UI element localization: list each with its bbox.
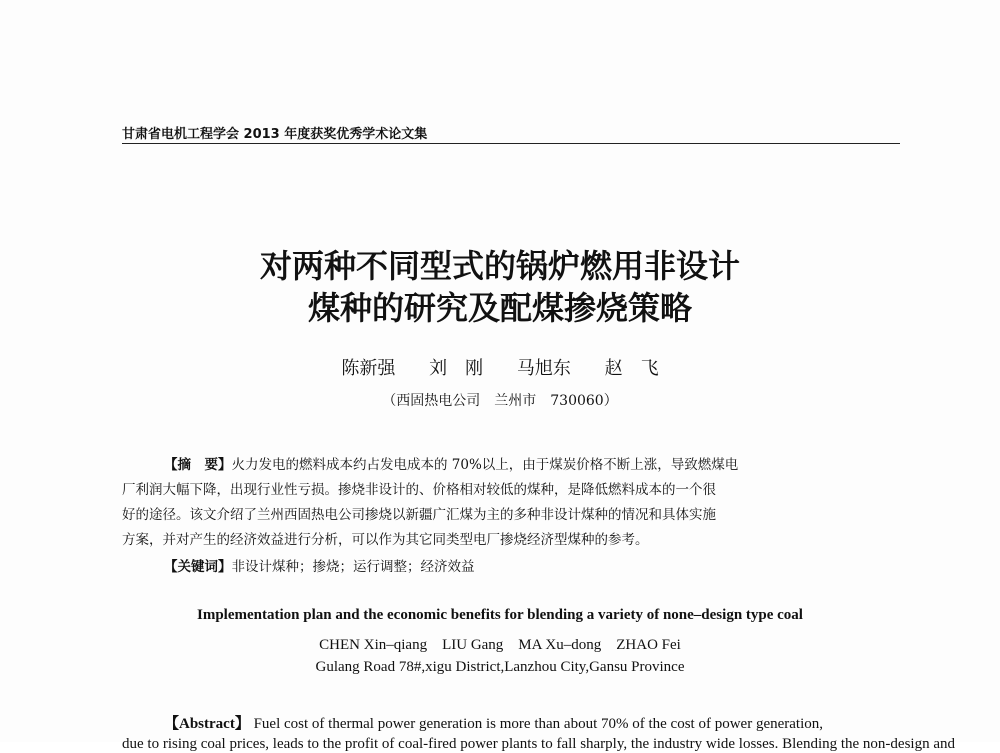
author-list <box>0 354 1000 380</box>
paper-title-line-1: 对两种不同型式的锅炉燃用非设计 <box>259 247 740 285</box>
english-authors: CHEN Xin–qiang LIU Gang MA Xu–dong ZHAO Fei <box>319 637 681 653</box>
paper-title-line-2: 煤种的研究及配煤掺烧策略 <box>307 289 692 327</box>
author-name: 马旭东 <box>516 358 571 379</box>
running-header: 甘肃省电机工程学会 2013 年度获奖优秀学术论文集 <box>122 127 428 142</box>
author-affiliation: （西固热电公司 兰州市 730060） <box>382 393 618 409</box>
abstract-label: 【Abstract】 <box>164 716 250 732</box>
chinese-abstract <box>122 453 900 553</box>
keywords-text: 非设计煤种；掺烧；运行调整；经济效益 <box>231 559 475 575</box>
abstract-label: 【摘 要】 <box>164 457 232 473</box>
abstract-text: 火力发电的燃料成本约占发电成本的 70%以上，由于煤炭价格不断上涨，导致燃煤电 <box>231 457 739 473</box>
abstract-text: Fuel cost of thermal power generation is more than about 70% of the cost of power generation, <box>253 716 823 732</box>
english-abstract-line-2: due to rising coal prices, leads to the profit of coal-fired power plants to fall sharply, the industry wide losses. Blending the non-design and <box>122 736 955 752</box>
abstract-line: 厂利润大幅下降，出现行业性亏损。掺烧非设计的、价格相对较低的煤种，是降低燃料成本的一个很 <box>122 482 716 498</box>
abstract-line: 好的途径。该文介绍了兰州西固热电公司掺烧以新疆广汇煤为主的多种非设计煤种的情况和具体实施 <box>122 507 716 523</box>
english-abstract <box>164 712 904 733</box>
abstract-line: 方案，并对产生的经济效益进行分析，可以作为其它同类型电厂掺烧经济型煤种的参考。 <box>122 532 649 548</box>
keywords-label: 【关键词】 <box>164 559 232 575</box>
author-name: 赵 飞 <box>604 358 659 379</box>
header-rule <box>122 143 900 144</box>
english-affiliation: Gulang Road 78#,xigu District,Lanzhou City,Gansu Province <box>315 659 685 675</box>
english-title: Implementation plan and the economic benefits for blending a variety of none–design type coal <box>197 607 803 623</box>
chinese-keywords <box>164 555 475 575</box>
abstract-line <box>122 453 900 478</box>
author-name: 刘 刚 <box>429 358 484 379</box>
author-name: 陈新强 <box>341 358 396 379</box>
